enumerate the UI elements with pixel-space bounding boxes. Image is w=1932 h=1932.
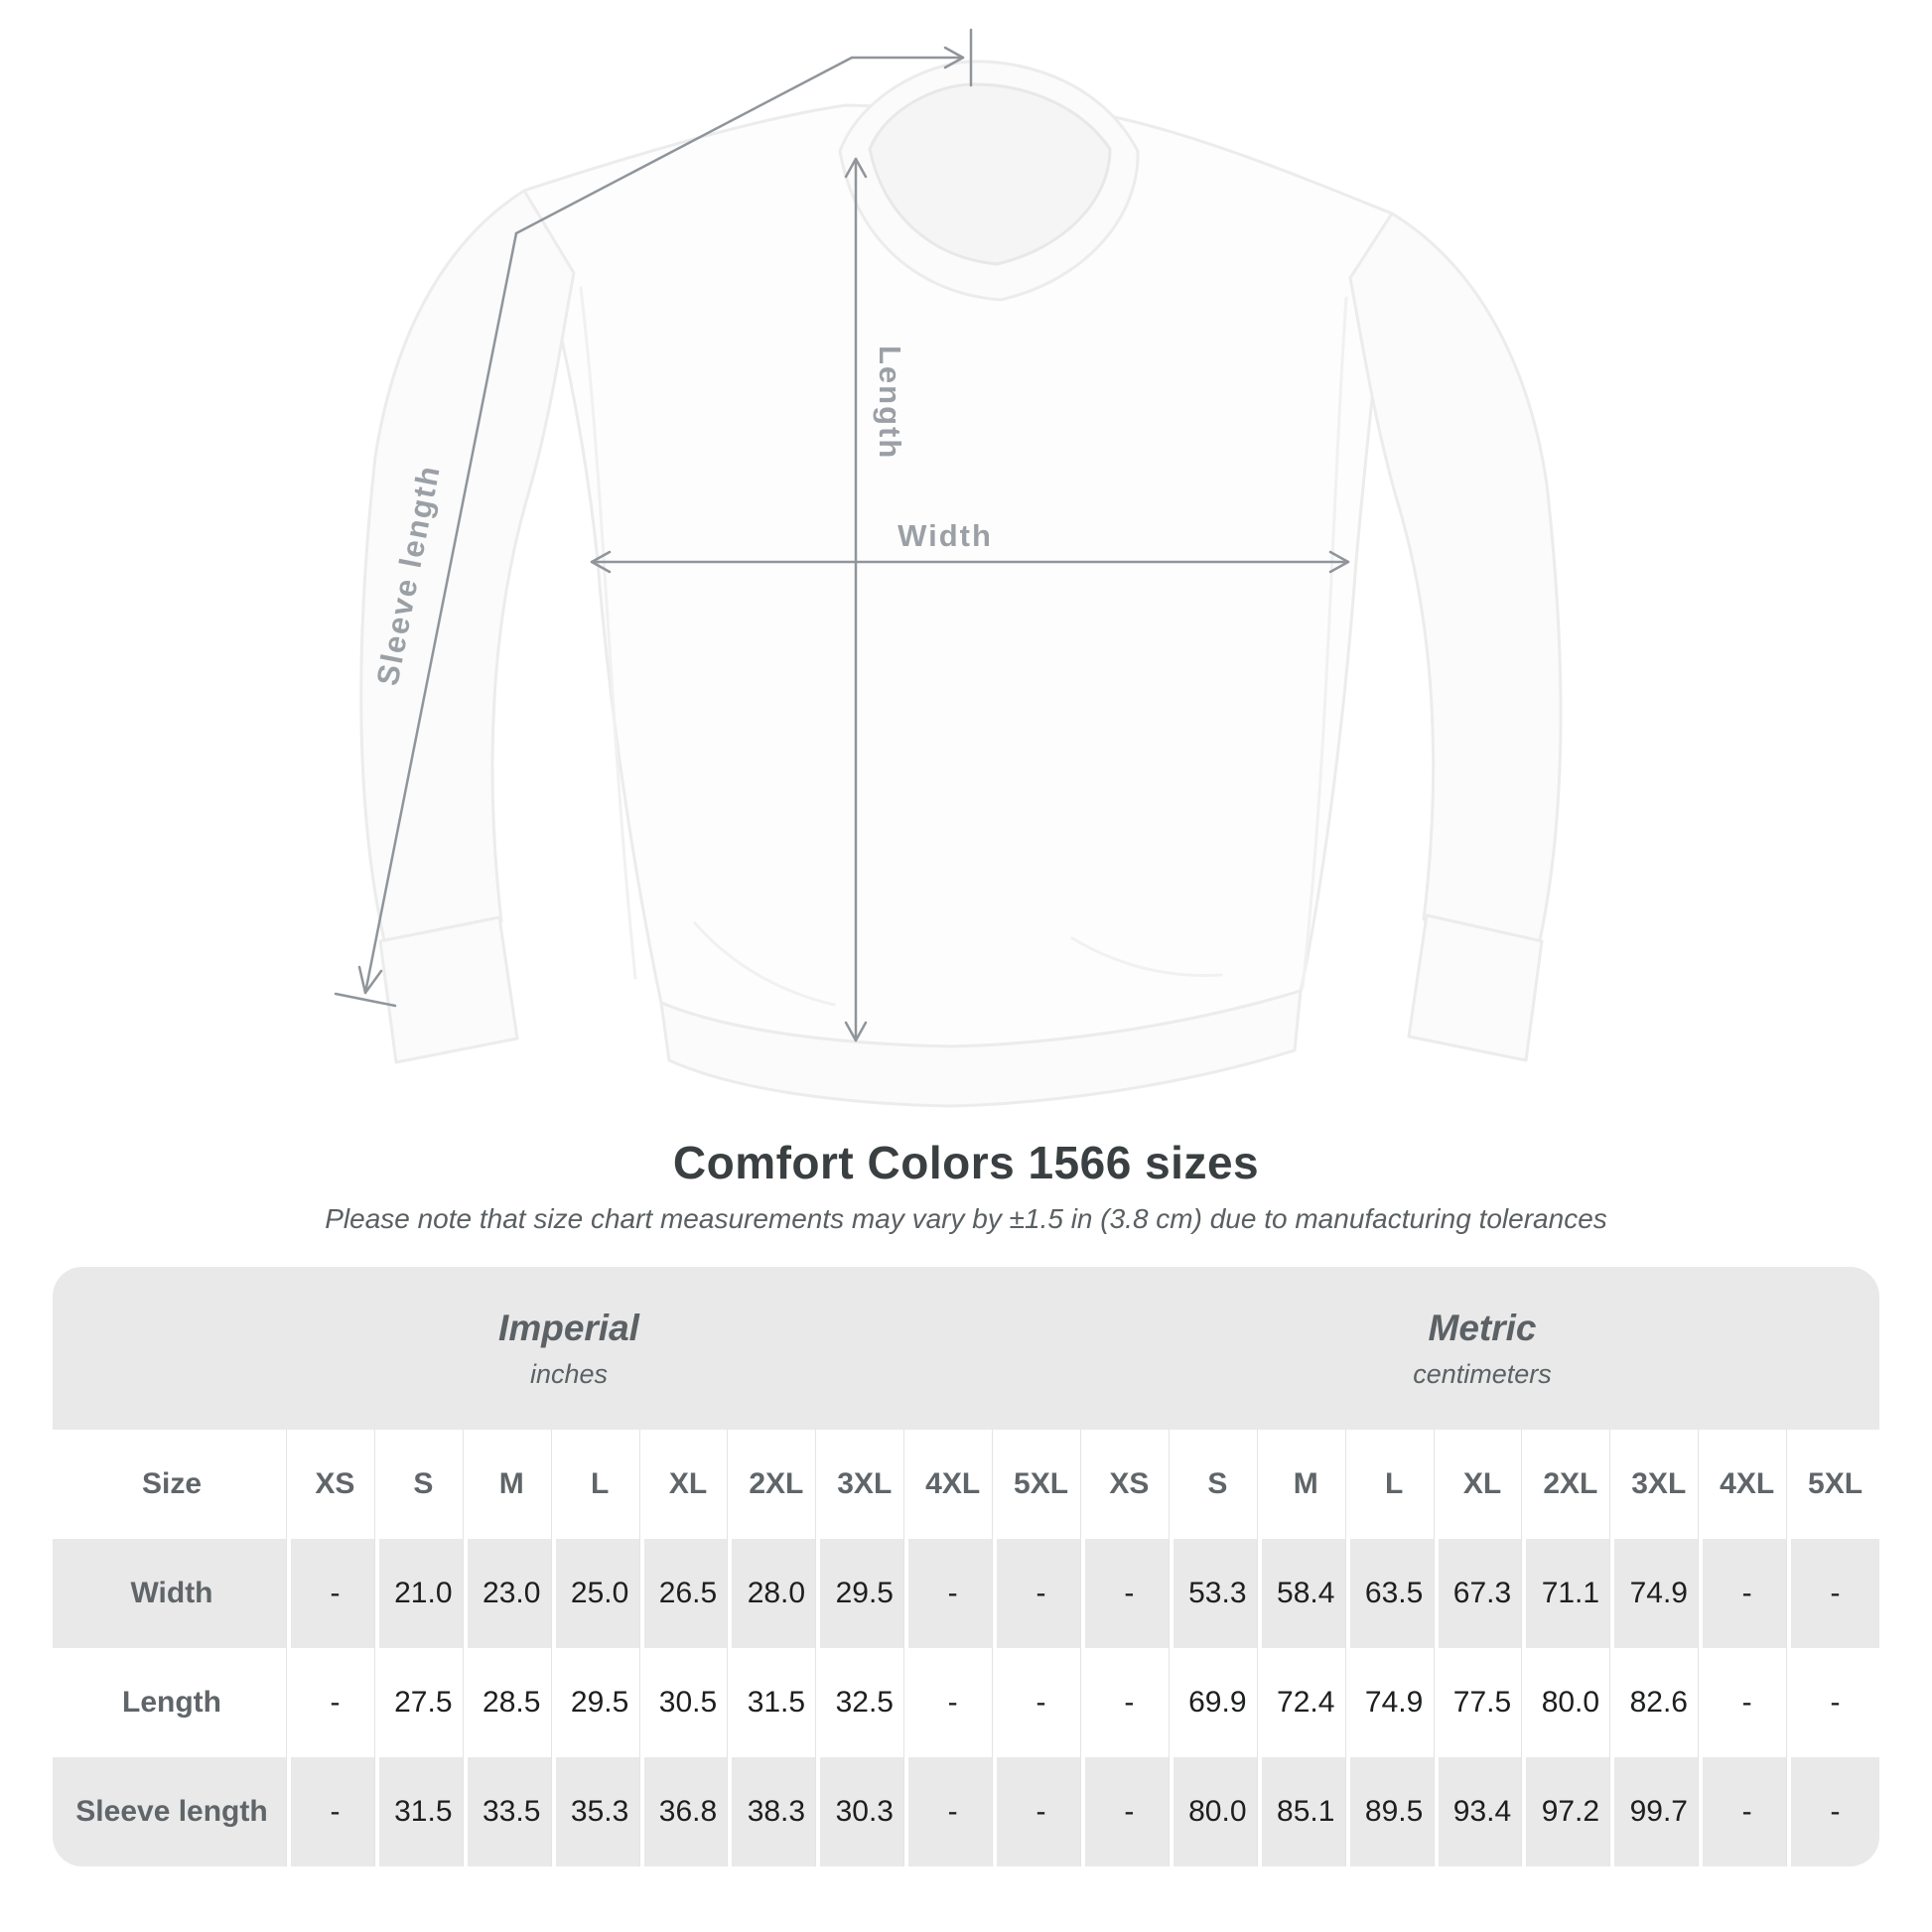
right-sleeve: [1350, 213, 1561, 945]
imperial-value-cell: 32.5: [820, 1648, 908, 1757]
imperial-size-header-cell: L: [556, 1430, 644, 1539]
row-label-cell: Sleeve length: [53, 1757, 291, 1866]
imperial-value-cell: -: [291, 1539, 379, 1648]
imperial-value-cell: 38.3: [732, 1757, 820, 1866]
imperial-value-cell: 28.0: [732, 1539, 820, 1648]
imperial-value-cell: 29.5: [820, 1539, 908, 1648]
metric-value-cell: 74.9: [1614, 1539, 1703, 1648]
metric-value-cell: 93.4: [1439, 1757, 1527, 1866]
metric-value-cell: 67.3: [1439, 1539, 1527, 1648]
imperial-value-cell: 21.0: [379, 1539, 468, 1648]
imperial-value-cell: -: [997, 1757, 1085, 1866]
metric-value-cell: 80.0: [1526, 1648, 1614, 1757]
length-label: Length: [873, 345, 907, 461]
imperial-value-cell: -: [908, 1539, 997, 1648]
title-block: [0, 1136, 1932, 1235]
metric-value-cell: -: [1791, 1757, 1879, 1866]
imperial-label: Imperial: [498, 1307, 639, 1348]
metric-value-cell: 69.9: [1173, 1648, 1262, 1757]
imperial-unit-label: inches: [529, 1358, 609, 1389]
row-label-cell: Length: [53, 1648, 291, 1757]
imperial-value-cell: 28.5: [468, 1648, 556, 1757]
imperial-value-cell: -: [291, 1757, 379, 1866]
sleeve-length-label: Sleeve length: [369, 461, 447, 689]
size-column-header-cell: Size: [53, 1430, 291, 1539]
imperial-value-cell: -: [908, 1648, 997, 1757]
metric-size-header-cell: XL: [1439, 1430, 1527, 1539]
metric-size-header-cell: XS: [1085, 1430, 1173, 1539]
metric-size-header-cell: 2XL: [1526, 1430, 1614, 1539]
imperial-section-header: [53, 1267, 1085, 1430]
right-cuff: [1409, 915, 1542, 1060]
size-header-row: [53, 1430, 1879, 1539]
metric-size-header-cell: 3XL: [1614, 1430, 1703, 1539]
imperial-size-header-cell: XL: [644, 1430, 733, 1539]
imperial-value-cell: 27.5: [379, 1648, 468, 1757]
metric-size-header-cell: 4XL: [1703, 1430, 1791, 1539]
imperial-value-cell: -: [997, 1539, 1085, 1648]
table-row: [53, 1648, 1879, 1757]
metric-value-cell: 63.5: [1350, 1539, 1439, 1648]
metric-unit-label: centimeters: [1413, 1358, 1552, 1389]
metric-value-cell: -: [1791, 1539, 1879, 1648]
imperial-value-cell: 29.5: [556, 1648, 644, 1757]
imperial-value-cell: 25.0: [556, 1539, 644, 1648]
metric-value-cell: 74.9: [1350, 1648, 1439, 1757]
sweatshirt-image: [361, 62, 1561, 1106]
imperial-value-cell: 35.3: [556, 1757, 644, 1866]
page-title: Comfort Colors 1566 sizes: [672, 1137, 1260, 1188]
imperial-size-header-cell: XS: [291, 1430, 379, 1539]
metric-value-cell: -: [1791, 1648, 1879, 1757]
metric-value-cell: -: [1703, 1648, 1791, 1757]
metric-value-cell: -: [1085, 1757, 1173, 1866]
imperial-value-cell: 30.3: [820, 1757, 908, 1866]
size-chart-table: [53, 1267, 1879, 1866]
imperial-value-cell: 23.0: [468, 1539, 556, 1648]
imperial-value-cell: 31.5: [379, 1757, 468, 1866]
metric-value-cell: 97.2: [1526, 1757, 1614, 1866]
metric-value-cell: -: [1085, 1539, 1173, 1648]
metric-value-cell: 80.0: [1173, 1757, 1262, 1866]
imperial-size-header-cell: 5XL: [997, 1430, 1085, 1539]
imperial-value-cell: 36.8: [644, 1757, 733, 1866]
tolerance-note: Please note that size chart measurements may vary by ±1.5 in (3.8 cm) due to manufacturing tolerances: [325, 1203, 1607, 1234]
metric-size-header-cell: 5XL: [1791, 1430, 1879, 1539]
metric-size-header-cell: M: [1262, 1430, 1350, 1539]
imperial-size-header-cell: 2XL: [732, 1430, 820, 1539]
metric-value-cell: 89.5: [1350, 1757, 1439, 1866]
imperial-value-cell: 30.5: [644, 1648, 733, 1757]
size-table-grid: [53, 1430, 1879, 1866]
imperial-value-cell: -: [997, 1648, 1085, 1757]
metric-value-cell: 72.4: [1262, 1648, 1350, 1757]
imperial-value-cell: 26.5: [644, 1539, 733, 1648]
imperial-size-header-cell: 3XL: [820, 1430, 908, 1539]
metric-size-header-cell: S: [1173, 1430, 1262, 1539]
metric-section-header: [1085, 1267, 1879, 1430]
left-cuff: [380, 917, 517, 1062]
metric-value-cell: -: [1703, 1757, 1791, 1866]
imperial-value-cell: -: [908, 1757, 997, 1866]
metric-value-cell: 71.1: [1526, 1539, 1614, 1648]
imperial-size-header-cell: 4XL: [908, 1430, 997, 1539]
imperial-value-cell: 31.5: [732, 1648, 820, 1757]
metric-value-cell: 82.6: [1614, 1648, 1703, 1757]
width-label: Width: [897, 518, 993, 553]
imperial-size-header-cell: S: [379, 1430, 468, 1539]
metric-value-cell: 99.7: [1614, 1757, 1703, 1866]
imperial-value-cell: -: [291, 1648, 379, 1757]
imperial-value-cell: 33.5: [468, 1757, 556, 1866]
table-row: [53, 1539, 1879, 1648]
metric-value-cell: -: [1085, 1648, 1173, 1757]
metric-value-cell: 77.5: [1439, 1648, 1527, 1757]
imperial-size-header-cell: M: [468, 1430, 556, 1539]
metric-label: Metric: [1428, 1307, 1537, 1348]
metric-value-cell: 53.3: [1173, 1539, 1262, 1648]
metric-size-header-cell: L: [1350, 1430, 1439, 1539]
table-row: [53, 1757, 1879, 1866]
row-label-cell: Width: [53, 1539, 291, 1648]
metric-value-cell: -: [1703, 1539, 1791, 1648]
units-header-band: [53, 1267, 1879, 1430]
metric-value-cell: 85.1: [1262, 1757, 1350, 1866]
metric-value-cell: 58.4: [1262, 1539, 1350, 1648]
